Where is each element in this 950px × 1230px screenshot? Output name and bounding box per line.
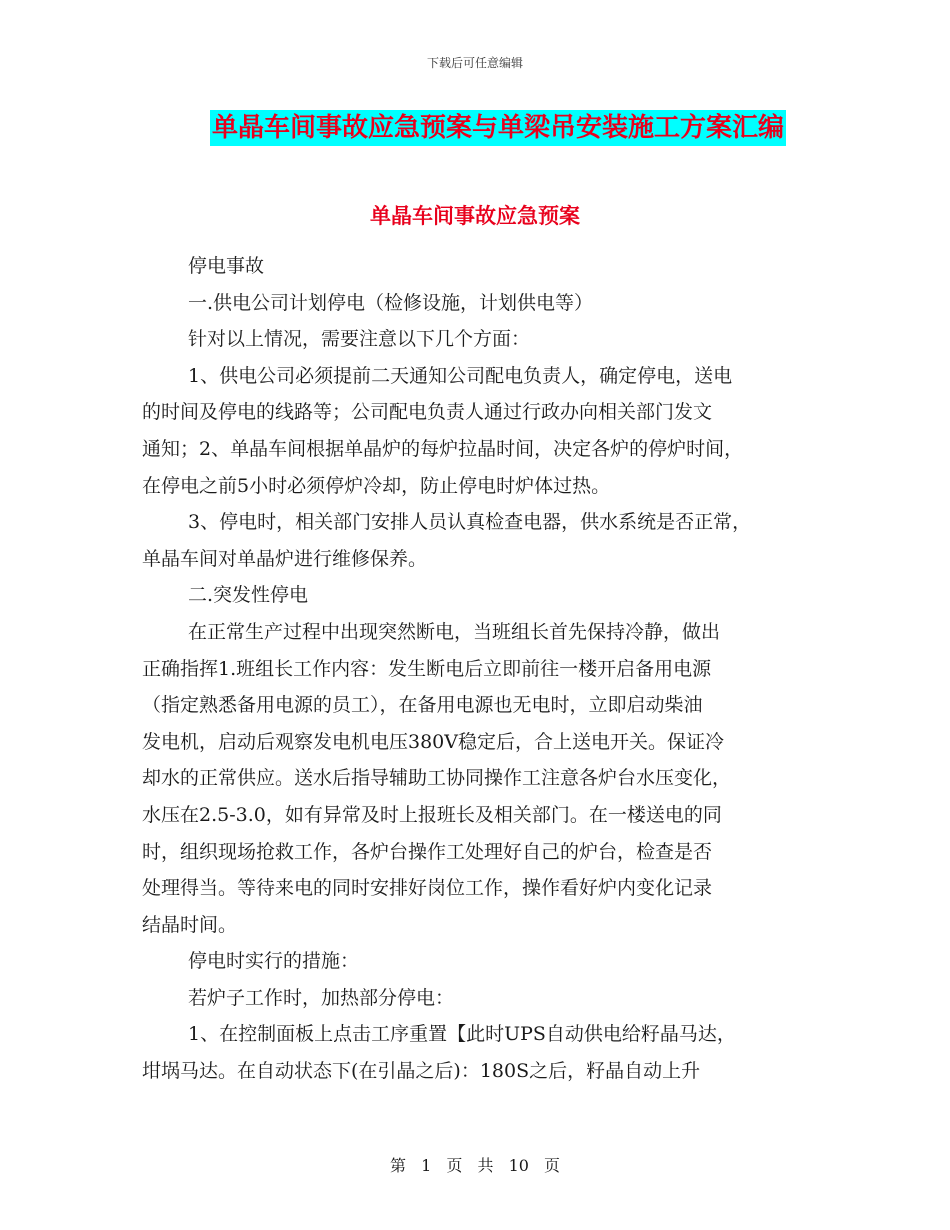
body-line: 的时间及停电的线路等；公司配电负责人通过行政办向相关部门发文 (142, 401, 713, 424)
body-line: 1、供电公司必须提前二天通知公司配电负责人，确定停电，送电 (188, 364, 733, 387)
footer-page-current: 1 (421, 1156, 432, 1175)
body-line: 坩埚马达。在自动状态下(在引晶之后)：180S之后，籽晶自动上升 (142, 1060, 701, 1083)
document-title: 单晶车间事故应急预案与单梁吊安装施工方案汇编 (210, 110, 786, 146)
body-line: 却水的正常供应。送水后指导辅助工协同操作工注意各炉台水压变化， (142, 767, 732, 790)
body-line: 在停电之前5小时必须停炉冷却，防止停电时炉体过热。 (142, 474, 611, 497)
body-line: 停电事故 (188, 255, 265, 277)
body-line: 时，组织现场抢救工作，各炉台操作工处理好自己的炉台，检查是否 (142, 840, 713, 863)
body-line: 正确指挥1.班组长工作内容：发生断电后立即前往一楼开启备用电源 (142, 657, 712, 680)
body-line: 发电机，启动后观察发电机电压380V稳定后，合上送电开关。保证冷 (142, 730, 724, 753)
body-line: 停电时实行的措施： (188, 950, 360, 973)
body-line: 水压在2.5-3.0，如有异常及时上报班长及相关部门。在一楼送电的同 (142, 803, 722, 826)
body-line: 1、在控制面板上点击工序重置【此时UPS自动供电给籽晶马达， (188, 1023, 736, 1046)
document-title-container (0, 110, 950, 146)
page-header-note: 下载后可任意编辑 (426, 56, 523, 70)
footer-page-suffix: 页 (544, 1156, 561, 1175)
section-title: 单晶车间事故应急预案 (370, 203, 580, 228)
footer-page-mid: 页 (446, 1156, 463, 1175)
body-line: 针对以上情况，需要注意以下几个方面： (188, 328, 531, 351)
body-line: 结晶时间。 (142, 913, 238, 936)
footer-page-prefix: 第 (389, 1156, 406, 1175)
body-line: 处理得当。等待来电的同时安排好岗位工作，操作看好炉内变化记录 (142, 877, 713, 900)
body-line: 单晶车间对单晶炉进行维修保养。 (142, 547, 428, 570)
body-line: 一.供电公司计划停电（检修设施，计划供电等） (188, 291, 594, 314)
footer-page-total: 10 (508, 1156, 529, 1175)
footer-total-prefix: 共 (477, 1156, 494, 1175)
body-line: 二.突发性停电 (188, 584, 309, 607)
body-line: 3、停电时，相关部门安排人员认真检查电器，供水系统是否正常， (188, 511, 752, 534)
body-line: 若炉子工作时，加热部分停电： (188, 986, 455, 1009)
body-line: （指定熟悉备用电源的员工），在备用电源也无电时，立即启动柴油 (142, 694, 703, 717)
document-body (142, 248, 818, 1090)
body-line: 通知；2、单晶车间根据单晶炉的每炉拉晶时间，决定各炉的停炉时间， (142, 437, 744, 460)
body-line: 在正常生产过程中出现突然断电，当班组长首先保持冷静，做出 (188, 620, 721, 643)
page-footer (0, 1153, 950, 1176)
